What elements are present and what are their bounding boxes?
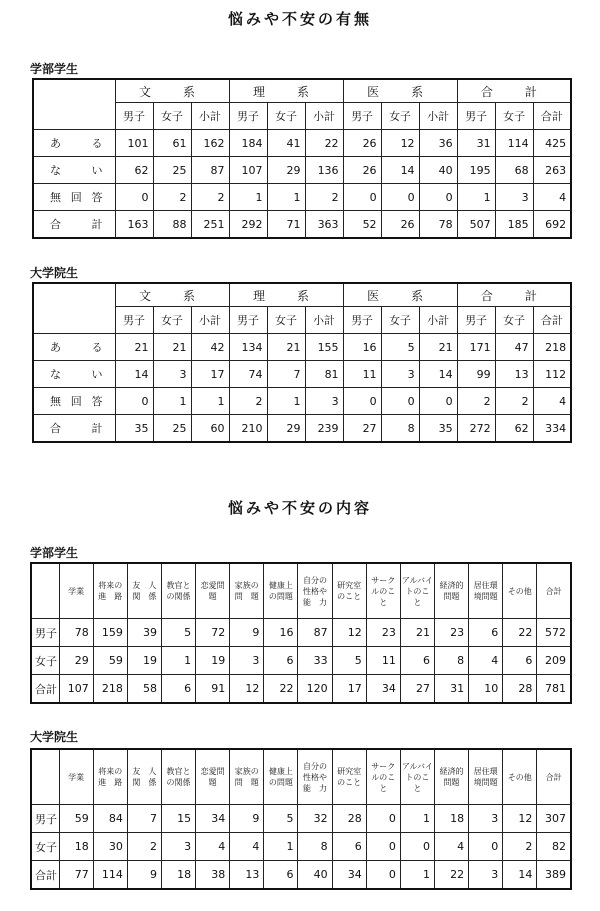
corner-cell [33, 79, 115, 130]
sub-header: 女子 [267, 103, 305, 130]
table-cell: 251 [191, 211, 229, 239]
table-row [31, 675, 571, 704]
table-cell: 25 [153, 157, 191, 184]
table-cell: 12 [503, 805, 537, 833]
table-row [31, 647, 571, 675]
table-cell: 23 [366, 619, 400, 647]
sub-header: 合計 [533, 103, 571, 130]
table-cell: 2 [503, 833, 537, 861]
table-cell: 11 [343, 361, 381, 388]
table-cell: 58 [127, 675, 161, 704]
table-cell: 47 [495, 334, 533, 361]
table-cell: 334 [533, 415, 571, 443]
table-cell: 16 [264, 619, 298, 647]
table-cell: 1 [267, 388, 305, 415]
table-cell: 3 [469, 805, 503, 833]
table-cell: 32 [298, 805, 332, 833]
table-cell: 292 [229, 211, 267, 239]
table-cell: 6 [503, 647, 537, 675]
table-cell: 1 [161, 647, 195, 675]
table-cell: 2 [229, 388, 267, 415]
table-cell: 4 [434, 833, 468, 861]
table-cell: 1 [191, 388, 229, 415]
corner-cell [33, 283, 115, 334]
column-header: その他 [503, 563, 537, 619]
table-cell: 0 [381, 184, 419, 211]
presence-table-grad [32, 282, 572, 443]
table-cell: 40 [419, 157, 457, 184]
table-cell: 5 [264, 805, 298, 833]
column-header: 恋愛問題 [196, 749, 230, 805]
group-header: 理 系 [229, 79, 343, 103]
section-label-grad-content: 大学院生 [30, 730, 79, 744]
group-header: 医 系 [343, 283, 457, 307]
table-cell: 14 [115, 361, 153, 388]
table-cell: 8 [434, 647, 468, 675]
group-header: 理 系 [229, 283, 343, 307]
group-header: 合 計 [457, 79, 571, 103]
table-cell: 81 [305, 361, 343, 388]
table-cell: 1 [264, 833, 298, 861]
column-header: 自分の性格や能 力 [298, 749, 332, 805]
column-header: 居住環境問題 [469, 563, 503, 619]
table-cell: 77 [59, 861, 93, 890]
row-label: 無回答 [33, 184, 115, 211]
column-header: 自分の性格や能 力 [298, 563, 332, 619]
section-label-undergrad-content: 学部学生 [30, 546, 79, 560]
table-cell: 22 [503, 619, 537, 647]
table-cell: 1 [400, 861, 434, 890]
sub-header: 小計 [305, 307, 343, 334]
table-row [31, 619, 571, 647]
table-cell: 52 [343, 211, 381, 239]
table-cell: 3 [161, 833, 195, 861]
table-cell: 6 [264, 647, 298, 675]
table-cell: 162 [191, 130, 229, 157]
table-cell: 87 [191, 157, 229, 184]
table-cell: 42 [191, 334, 229, 361]
table-row [33, 361, 571, 388]
sub-header: 女子 [153, 103, 191, 130]
column-header: 友 人関 係 [127, 563, 161, 619]
group-header: 文 系 [115, 79, 229, 103]
title-presence: 悩みや不安の有無 [227, 10, 372, 28]
table-cell: 12 [381, 130, 419, 157]
table-cell: 2 [305, 184, 343, 211]
table-cell: 15 [161, 805, 195, 833]
table-cell: 14 [503, 861, 537, 890]
table-cell: 114 [495, 130, 533, 157]
table-cell: 13 [230, 861, 264, 890]
sub-header: 合計 [533, 307, 571, 334]
row-label: 男子 [31, 805, 59, 833]
row-label: あ る [33, 334, 115, 361]
table-cell: 8 [381, 415, 419, 443]
table-cell: 4 [533, 388, 571, 415]
table-cell: 572 [537, 619, 571, 647]
table-cell: 33 [298, 647, 332, 675]
sub-header: 女子 [267, 307, 305, 334]
sub-header: 女子 [381, 307, 419, 334]
table-cell: 12 [230, 675, 264, 704]
table-cell: 3 [230, 647, 264, 675]
column-header: 合計 [537, 749, 571, 805]
column-header: 学業 [59, 749, 93, 805]
table-cell: 195 [457, 157, 495, 184]
table-cell: 19 [127, 647, 161, 675]
row-label: 女子 [31, 647, 59, 675]
table-cell: 134 [229, 334, 267, 361]
table-row [31, 833, 571, 861]
table-row [33, 157, 571, 184]
group-header: 合 計 [457, 283, 571, 307]
table-cell: 185 [495, 211, 533, 239]
table-cell: 136 [305, 157, 343, 184]
sub-header: 男子 [343, 103, 381, 130]
table-cell: 23 [434, 619, 468, 647]
table-cell: 22 [434, 861, 468, 890]
table-cell: 114 [93, 861, 127, 890]
table-cell: 28 [503, 675, 537, 704]
column-header: 経済的問題 [434, 749, 468, 805]
table-cell: 25 [153, 415, 191, 443]
table-cell: 6 [264, 861, 298, 890]
table-cell: 163 [115, 211, 153, 239]
sub-header: 男子 [457, 103, 495, 130]
row-label: 合 計 [33, 211, 115, 239]
sub-header: 男子 [115, 103, 153, 130]
table-cell: 6 [161, 675, 195, 704]
table-cell: 8 [298, 833, 332, 861]
table-cell: 3 [305, 388, 343, 415]
sub-header: 小計 [419, 103, 457, 130]
table-cell: 11 [366, 647, 400, 675]
sub-header: 男子 [229, 307, 267, 334]
table-cell: 21 [115, 334, 153, 361]
row-label: 合計 [31, 861, 59, 890]
table-cell: 4 [196, 833, 230, 861]
table-cell: 34 [332, 861, 366, 890]
table-cell: 41 [267, 130, 305, 157]
table-cell: 210 [229, 415, 267, 443]
table-cell: 781 [537, 675, 571, 704]
sub-header: 男子 [457, 307, 495, 334]
table-cell: 272 [457, 415, 495, 443]
table-cell: 18 [161, 861, 195, 890]
table-cell: 112 [533, 361, 571, 388]
row-label: な い [33, 157, 115, 184]
table-cell: 171 [457, 334, 495, 361]
table-cell: 5 [332, 647, 366, 675]
table-cell: 35 [115, 415, 153, 443]
table-cell: 14 [381, 157, 419, 184]
table-cell: 1 [229, 184, 267, 211]
table-cell: 62 [495, 415, 533, 443]
content-table-undergrad [30, 562, 572, 704]
table-cell: 22 [305, 130, 343, 157]
table-cell: 184 [229, 130, 267, 157]
content-table-grad [30, 748, 572, 890]
column-header: 家族の問 題 [230, 563, 264, 619]
table-cell: 71 [267, 211, 305, 239]
table-row [33, 334, 571, 361]
sub-header: 小計 [191, 307, 229, 334]
sub-header: 男子 [115, 307, 153, 334]
table-cell: 38 [196, 861, 230, 890]
table-cell: 0 [366, 833, 400, 861]
table-cell: 13 [495, 361, 533, 388]
table-cell: 389 [537, 861, 571, 890]
table-cell: 507 [457, 211, 495, 239]
corner-cell [31, 749, 59, 805]
table-cell: 363 [305, 211, 343, 239]
column-header: 経済的問題 [434, 563, 468, 619]
table-cell: 209 [537, 647, 571, 675]
table-cell: 239 [305, 415, 343, 443]
table-cell: 0 [115, 388, 153, 415]
table-cell: 87 [298, 619, 332, 647]
table-cell: 0 [419, 388, 457, 415]
section-label-grad: 大学院生 [30, 266, 79, 280]
table-cell: 59 [93, 647, 127, 675]
table-row [33, 388, 571, 415]
presence-table-undergrad [32, 78, 572, 239]
column-header: 教官との関係 [161, 749, 195, 805]
corner-cell [31, 563, 59, 619]
table-cell: 12 [332, 619, 366, 647]
row-label: 女子 [31, 833, 59, 861]
column-header: 将来の進 路 [93, 563, 127, 619]
table-cell: 29 [267, 415, 305, 443]
column-header: 恋愛問題 [196, 563, 230, 619]
row-label: 合計 [31, 675, 59, 704]
table-cell: 6 [469, 619, 503, 647]
table-cell: 263 [533, 157, 571, 184]
table-cell: 218 [533, 334, 571, 361]
table-cell: 31 [434, 675, 468, 704]
table-cell: 9 [230, 619, 264, 647]
table-cell: 60 [191, 415, 229, 443]
row-label: あ る [33, 130, 115, 157]
table-cell: 84 [93, 805, 127, 833]
table-cell: 40 [298, 861, 332, 890]
table-cell: 78 [59, 619, 93, 647]
table-cell: 5 [161, 619, 195, 647]
sub-header: 女子 [495, 103, 533, 130]
table-cell: 155 [305, 334, 343, 361]
table-cell: 22 [264, 675, 298, 704]
table-cell: 5 [381, 334, 419, 361]
column-header: アルバイトのこと [400, 749, 434, 805]
table-cell: 0 [115, 184, 153, 211]
table-cell: 59 [59, 805, 93, 833]
table-cell: 31 [457, 130, 495, 157]
sub-header: 男子 [343, 307, 381, 334]
table-cell: 27 [343, 415, 381, 443]
table-cell: 61 [153, 130, 191, 157]
sub-header: 女子 [495, 307, 533, 334]
table-cell: 120 [298, 675, 332, 704]
table-cell: 4 [533, 184, 571, 211]
table-cell: 28 [332, 805, 366, 833]
table-cell: 82 [537, 833, 571, 861]
table-row [31, 805, 571, 833]
table-cell: 2 [457, 388, 495, 415]
table-cell: 2 [153, 184, 191, 211]
row-label: な い [33, 361, 115, 388]
table-cell: 3 [381, 361, 419, 388]
sub-header: 男子 [229, 103, 267, 130]
table-cell: 1 [267, 184, 305, 211]
table-row [31, 861, 571, 890]
table-cell: 27 [400, 675, 434, 704]
column-header: 健康上の問題 [264, 749, 298, 805]
table-cell: 0 [469, 833, 503, 861]
table-cell: 19 [196, 647, 230, 675]
column-header: アルバイトのこと [400, 563, 434, 619]
table-cell: 29 [59, 647, 93, 675]
table-cell: 99 [457, 361, 495, 388]
table-row [33, 415, 571, 443]
table-cell: 1 [457, 184, 495, 211]
sub-header: 女子 [153, 307, 191, 334]
column-header: 教官との関係 [161, 563, 195, 619]
sub-header: 女子 [381, 103, 419, 130]
table-cell: 72 [196, 619, 230, 647]
table-cell: 0 [366, 861, 400, 890]
table-cell: 17 [332, 675, 366, 704]
table-cell: 26 [343, 130, 381, 157]
table-cell: 16 [343, 334, 381, 361]
table-cell: 26 [381, 211, 419, 239]
table-cell: 34 [366, 675, 400, 704]
table-cell: 6 [332, 833, 366, 861]
table-cell: 0 [419, 184, 457, 211]
table-cell: 6 [400, 647, 434, 675]
table-cell: 30 [93, 833, 127, 861]
table-cell: 14 [419, 361, 457, 388]
column-header: 友 人関 係 [127, 749, 161, 805]
table-cell: 9 [230, 805, 264, 833]
table-cell: 10 [469, 675, 503, 704]
title-content: 悩みや不安の内容 [227, 499, 372, 517]
column-header: サークルのこと [366, 563, 400, 619]
table-cell: 0 [400, 833, 434, 861]
table-cell: 29 [267, 157, 305, 184]
column-header: 研究室のこと [332, 749, 366, 805]
row-label: 無回答 [33, 388, 115, 415]
table-cell: 21 [153, 334, 191, 361]
table-cell: 26 [343, 157, 381, 184]
table-cell: 107 [229, 157, 267, 184]
table-row [33, 130, 571, 157]
table-cell: 4 [469, 647, 503, 675]
column-header: 研究室のこと [332, 563, 366, 619]
table-cell: 218 [93, 675, 127, 704]
group-header: 文 系 [115, 283, 229, 307]
table-cell: 0 [343, 388, 381, 415]
table-cell: 101 [115, 130, 153, 157]
table-cell: 17 [191, 361, 229, 388]
table-cell: 78 [419, 211, 457, 239]
table-cell: 7 [267, 361, 305, 388]
table-cell: 74 [229, 361, 267, 388]
table-cell: 2 [191, 184, 229, 211]
table-cell: 21 [419, 334, 457, 361]
row-label: 合 計 [33, 415, 115, 443]
table-cell: 3 [469, 861, 503, 890]
table-cell: 0 [381, 388, 419, 415]
column-header: 学業 [59, 563, 93, 619]
table-cell: 9 [127, 861, 161, 890]
table-cell: 34 [196, 805, 230, 833]
column-header: 居住環境問題 [469, 749, 503, 805]
column-header: 将来の進 路 [93, 749, 127, 805]
table-cell: 36 [419, 130, 457, 157]
column-header: その他 [503, 749, 537, 805]
table-cell: 21 [400, 619, 434, 647]
table-cell: 21 [267, 334, 305, 361]
column-header: サークルのこと [366, 749, 400, 805]
table-cell: 2 [495, 388, 533, 415]
table-cell: 7 [127, 805, 161, 833]
table-row [33, 211, 571, 239]
sub-header: 小計 [419, 307, 457, 334]
table-cell: 68 [495, 157, 533, 184]
table-cell: 88 [153, 211, 191, 239]
table-cell: 107 [59, 675, 93, 704]
table-cell: 1 [153, 388, 191, 415]
table-cell: 3 [153, 361, 191, 388]
table-cell: 1 [400, 805, 434, 833]
table-cell: 18 [434, 805, 468, 833]
column-header: 家族の問 題 [230, 749, 264, 805]
column-header: 健康上の問題 [264, 563, 298, 619]
table-cell: 3 [495, 184, 533, 211]
table-cell: 91 [196, 675, 230, 704]
table-cell: 39 [127, 619, 161, 647]
sub-header: 小計 [191, 103, 229, 130]
table-cell: 2 [127, 833, 161, 861]
table-cell: 159 [93, 619, 127, 647]
table-row [33, 184, 571, 211]
table-cell: 35 [419, 415, 457, 443]
group-header: 医 系 [343, 79, 457, 103]
column-header: 合計 [537, 563, 571, 619]
table-cell: 18 [59, 833, 93, 861]
table-cell: 0 [366, 805, 400, 833]
table-cell: 4 [230, 833, 264, 861]
section-label-undergrad: 学部学生 [30, 62, 79, 76]
table-cell: 0 [343, 184, 381, 211]
row-label: 男子 [31, 619, 59, 647]
table-cell: 425 [533, 130, 571, 157]
table-cell: 692 [533, 211, 571, 239]
sub-header: 小計 [305, 103, 343, 130]
table-cell: 307 [537, 805, 571, 833]
table-cell: 62 [115, 157, 153, 184]
